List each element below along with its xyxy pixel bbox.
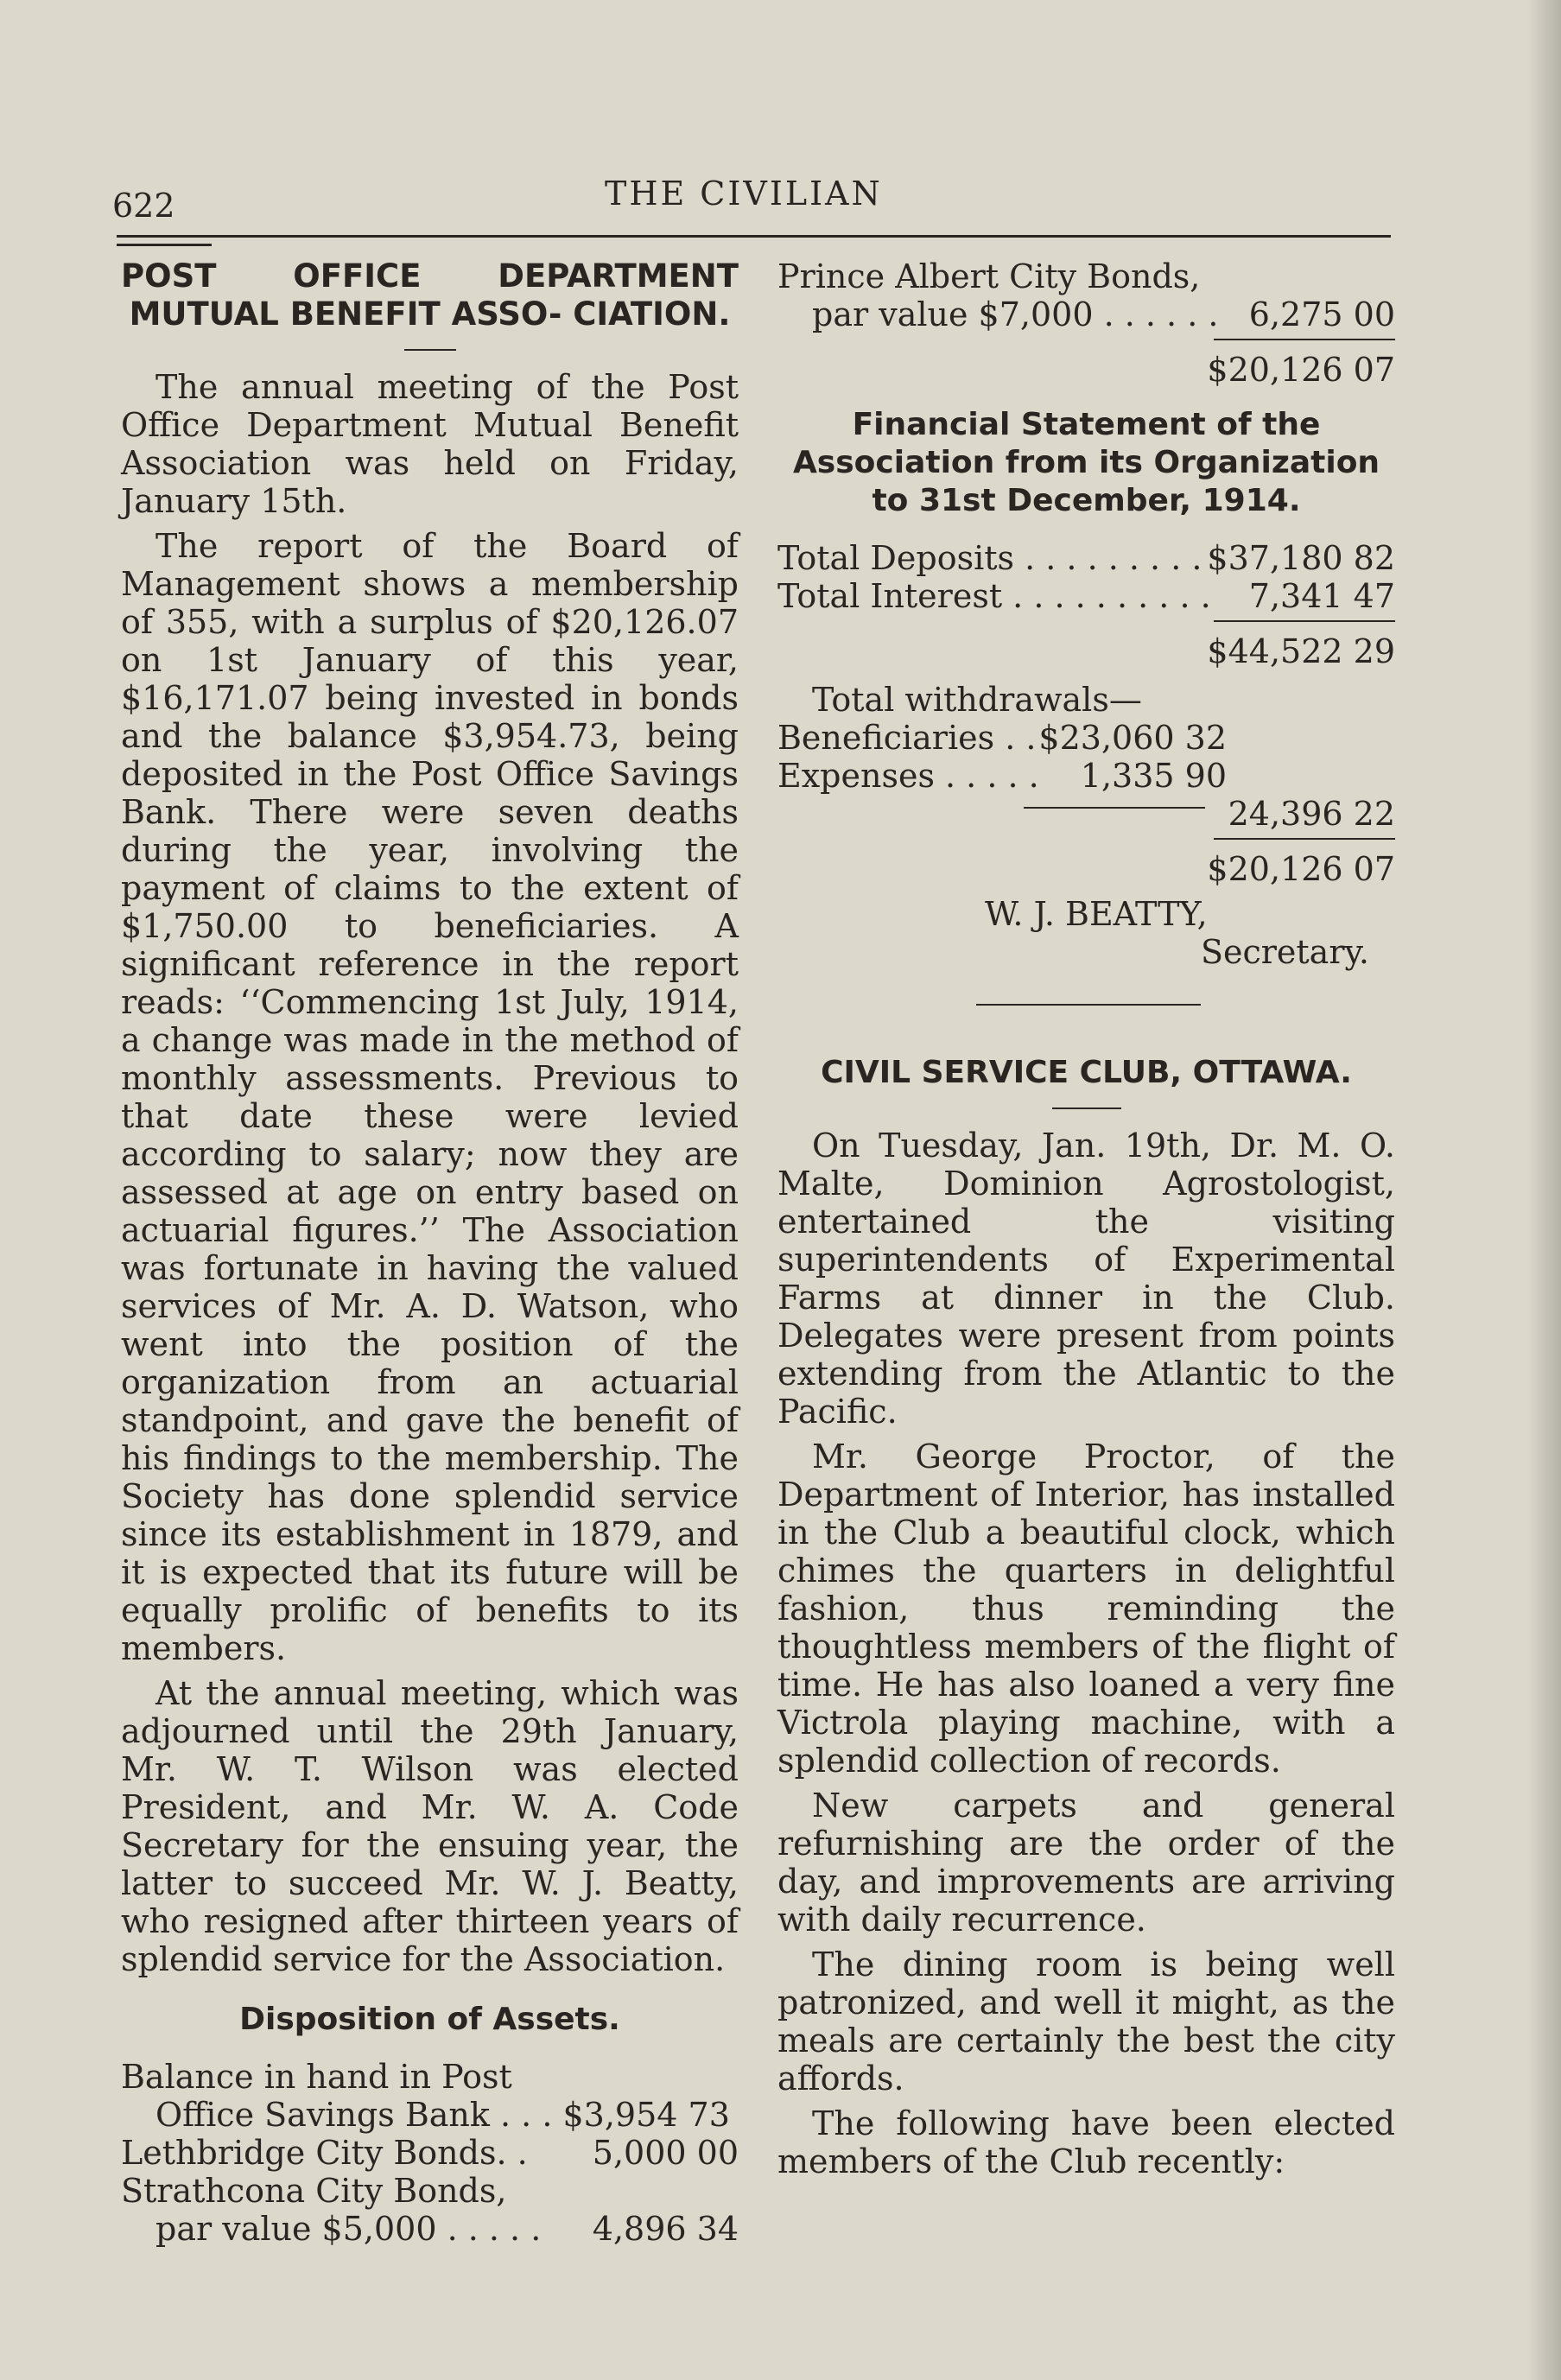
- ledger-row: [777, 681, 1395, 719]
- ledger-label: par value $5,000 . . . . .: [155, 2210, 542, 2248]
- paragraph: The annual meeting of the Post Office Department Mutual Benefit Association was held on Friday, January 15th.: [121, 368, 739, 520]
- ledger-label: Balance in hand in Post: [121, 2058, 512, 2096]
- ledger-label: Beneficiaries . .: [777, 719, 1037, 757]
- sum-rule: [1214, 838, 1395, 840]
- ledger-label: Strathcona City Bonds,: [121, 2172, 507, 2210]
- section-divider: [976, 1004, 1201, 1006]
- paragraph: The report of the Board of Management shows a membership of 355, with a surplus of $20,126.07 on 1st January of this year, $16,171.07 being invested in bonds and the balance $3,954.73, being deposited in the Post Office Savings Bank. There were seven deaths during the year, involving the payment of claims to the extent of $1,750.00 to beneficiaries. A significant reference in the report reads: ‘‘Commencing 1st July, 1914, a change was made in the method of monthly assessments. Previous to that date these were levied according to salary; now they are assessed at age on entry based on actuarial figures.’’ The Association was fortunate in having the valued services of Mr. A. D. Watson, who went into the position of the organization from an actuarial standpoint, and gave the benefit of his findings to the membership. The Society has done splendid service since its establishment in 1879, and it is expected that its future will be equally prolific of benefits to its members.: [121, 527, 739, 1667]
- signature-block: [777, 895, 1395, 971]
- header-rule: [117, 235, 1391, 238]
- article-title-post-office: POST OFFICE DEPARTMENT MUTUAL BENEFIT ASSO- CIATION.: [121, 257, 739, 333]
- ledger-label: Total Interest . . . . . . . . . .: [777, 577, 1211, 615]
- ledger-row: [121, 2172, 739, 2210]
- ledger-amount: 7,341 47: [1248, 577, 1395, 615]
- ledger-amount: 1,335 90: [1080, 757, 1227, 795]
- title-rule: [1052, 1107, 1121, 1109]
- assets-heading: Disposition of Assets.: [239, 2002, 620, 2037]
- ledger-label: par value $7,000 . . . . . .: [812, 295, 1219, 333]
- ledger-label: Expenses . . . . .: [777, 757, 1039, 795]
- ledger-row: [121, 2210, 739, 2248]
- ledger-total-row: [777, 351, 1395, 389]
- paragraph: The dining room is being well patronized, and well it might, as the meals are certainly the best the city affords.: [777, 1945, 1395, 2098]
- sum-rule: [1024, 807, 1205, 809]
- ledger-row: [777, 295, 1395, 333]
- ledger-amount: $23,060 32: [1038, 719, 1227, 757]
- ledger-row: [777, 757, 1395, 795]
- ledger-row: [121, 2096, 739, 2134]
- ledger-label: Total Deposits . . . . . . . . .: [777, 539, 1202, 577]
- assets-total: $20,126 07: [1207, 351, 1395, 389]
- ledger-total-row: [777, 632, 1395, 670]
- paragraph: The following have been elected members of the Club recently:: [777, 2104, 1395, 2180]
- signature-name: W. J. BEATTY,: [985, 895, 1208, 933]
- withdrawals-label: Total withdrawals—: [812, 681, 1142, 719]
- paragraph: At the annual meeting, which was adjourned until the 29th January, Mr. W. T. Wilson was elected President, and Mr. W. A. Code Secretary for the ensuing year, the latter to succeed Mr. W. J. Beatty, who resigned after thirteen years of splendid service for the Association.: [121, 1674, 739, 1978]
- ledger-amount: 4,896 34: [592, 2210, 739, 2248]
- ledger-amount: 6,275 00: [1248, 295, 1395, 333]
- deposits-total: $44,522 29: [1207, 632, 1395, 670]
- sum-rule: [1214, 339, 1395, 340]
- final-total: $20,126 07: [1207, 850, 1395, 888]
- ledger-row: [777, 795, 1395, 833]
- running-title: THE CIVILIAN: [605, 175, 883, 213]
- ledger-amount: 5,000 00: [592, 2134, 739, 2172]
- ledger-label: Lethbridge City Bonds. .: [121, 2134, 528, 2172]
- signature-title: Secretary.: [1200, 933, 1369, 971]
- left-column: [121, 257, 739, 2248]
- ledger-row: [777, 719, 1395, 757]
- ledger-row: [777, 577, 1395, 615]
- paragraph: New carpets and general refurnishing are the order of the day, and improvements are arriving with daily recurrence.: [777, 1787, 1395, 1939]
- page-edge-shadow: [1526, 0, 1561, 2380]
- header-rule-left: [117, 244, 212, 246]
- ledger-amount: $37,180 82: [1207, 539, 1395, 577]
- title-rule: [404, 349, 456, 351]
- right-column: [777, 257, 1395, 2187]
- withdrawals-total: 24,396 22: [1228, 795, 1395, 833]
- ledger-label: Prince Albert City Bonds,: [777, 257, 1201, 295]
- paragraph: On Tuesday, Jan. 19th, Dr. M. O. Malte, Dominion Agrostologist, entertained the visiting superintendents of Experimental Farms at dinner in the Club. Delegates were present from points extending from the Atlantic to the Pacific.: [777, 1127, 1395, 1431]
- page-header: [112, 169, 1391, 230]
- article-title-civil-service-club: CIVIL SERVICE CLUB, OTTAWA.: [821, 1055, 1352, 1090]
- page-number: 622: [112, 187, 175, 225]
- statement-heading: Financial Statement of the Association from its Organization to 31st December, 1914.: [792, 407, 1380, 518]
- ledger-label: Office Savings Bank . . . $3,954 73: [155, 2096, 730, 2134]
- ledger-row: [777, 539, 1395, 577]
- ledger-total-row: [777, 850, 1395, 888]
- ledger-row: [121, 2058, 739, 2096]
- ledger-row: [777, 257, 1395, 295]
- sum-rule: [1214, 620, 1395, 622]
- paragraph: Mr. George Proctor, of the Department of Interior, has installed in the Club a beautiful clock, which chimes the quarters in delightful fashion, thus reminding the thoughtless members of the flight of time. He has also loaned a very fine Victrola playing machine, with a splendid collection of records.: [777, 1438, 1395, 1780]
- ledger-row: [121, 2134, 739, 2172]
